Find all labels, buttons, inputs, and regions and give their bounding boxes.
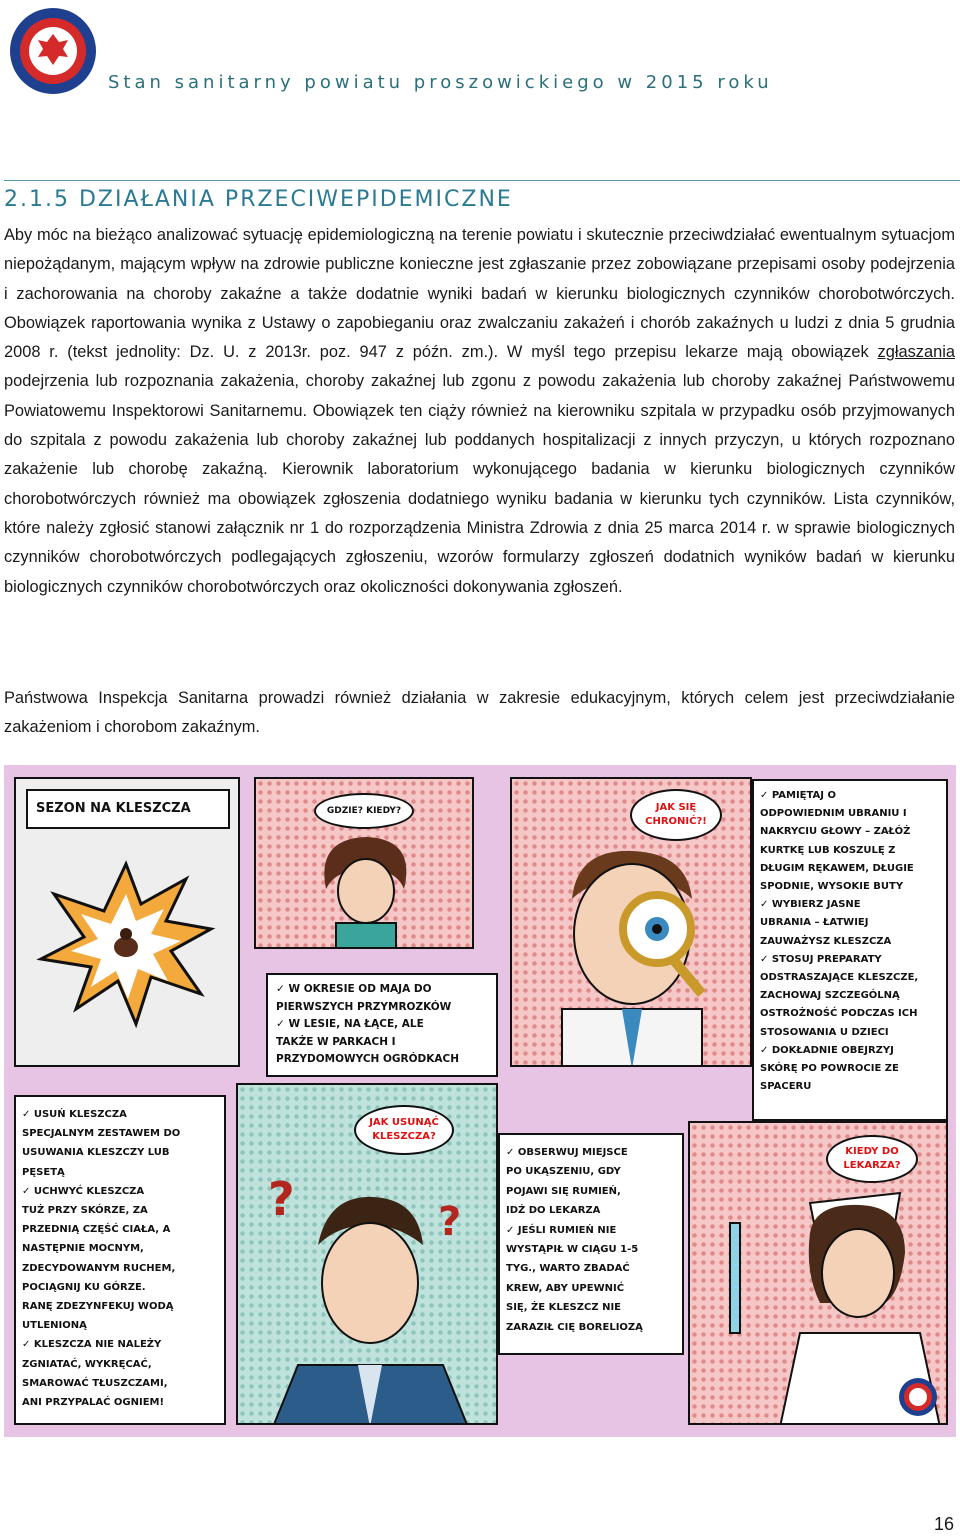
link-zgloszenia[interactable]: zgłaszania — [877, 343, 955, 362]
bubble-how-to-protect: JAK SIĘ CHRONIĆ?! — [630, 789, 722, 841]
panel-season — [14, 777, 240, 1067]
bubble-where-when: GDZIE? KIEDY? — [314, 793, 414, 829]
how-to-protect-caption: ✓ PAMIĘTAJ O ODPOWIEDNIM UBRANIU I NAKRYCIU GŁOWY – ZAŁÓŻ KURTKĘ LUB KOSZULĘ Z DŁUGIM RĘKAWEM, DŁUGIE SPODNIE, WYSOKIE BUTY ✓ WYBIERZ JASNE UBRANIA – ŁATWIEJ ZAUWAŻYSZ KLESZCZA ✓ STOSUJ PREPARATY ODSTRASZAJĄCE KLESZCZE, ZACHOWAJ SZCZEGÓLNĄ OSTROŻNOŚĆ PODCZAS ICH STOSOWANIA U DZIECI ✓ DOKŁADNIE OBEJRZYJ SKÓRĘ PO POWROCIE ZE SPACERU — [752, 779, 948, 1121]
tick-explosion-icon — [36, 859, 216, 1029]
bubble-when-to-doctor: KIEDY DO LEKARZA? — [826, 1135, 918, 1183]
panel-woman-watch — [254, 777, 474, 949]
paragraph-text: podejrzenia lub rozpoznania zakażenia, choroby zakaźnej lub zgonu z powodu zakażenia lub choroby zakaźnej Państwowemu Powiatowemu Inspektorowi Sanitarnemu. Obowiązek ten ciąży również na kierowniku szpitala w przypadku osób przyjmowanych do szpitala z powodu zakażenia lub choroby zakaźnej lub poddanych hospitalizacji z innych przyczyn, u których rozpoznano zakażenie lub chorobę zakaźną. Kierownik laboratorium wykonującego badania w kierunku biologicznych czynników chorobotwórczych również ma obowiązek zgłoszenia dodatniego wyniku badania w kierunku tych czynników. Lista czynników, które należy zgłosić stanowi załącznik nr 1 do rozporządzenia Ministra Zdrowia z dnia 25 marca 2014 r. w sprawie biologicznych czynników chorobotwórczych podlegających zgłoszeniu, wzorów formularzy zgłoszeń dodatnich wyników badań w kierunku biologicznych czynników chorobotwórczych oraz okoliczności dokonywania zgłoszeń. — [4, 372, 955, 596]
observe-bite-caption: ✓ OBSERWUJ MIEJSCE PO UKĄSZENIU, GDY POJAWI SIĘ RUMIEŃ, IDŹ DO LEKARZA ✓ JEŚLI RUMIEŃ NIE WYSTĄPIŁ W CIĄGU 1-5 TYG., WARTO ZBADAĆ KREW, ABY UPEWNIĆ SIĘ, ŻE KLESZCZ NIE ZARAZIŁ CIĘ BORELIOZĄ — [498, 1133, 684, 1355]
bubble-how-to-remove: JAK USUNĄĆ KLESZCZA? — [354, 1105, 454, 1155]
paragraph-reporting-obligation — [4, 221, 955, 602]
svg-text:?: ? — [268, 1172, 295, 1226]
svg-text:?: ? — [438, 1199, 462, 1245]
running-header: Stan sanitarny powiatu proszowickiego w 2015 roku — [108, 72, 773, 93]
tick-season-poster — [4, 765, 956, 1437]
sanepid-seal-icon — [898, 1377, 938, 1417]
paragraph-education: Państwowa Inspekcja Sanitarna prowadzi również działania w zakresie edukacyjnym, których celem jest przeciwdziałanie zakażeniom i chorobom zakaźnym. — [4, 689, 955, 737]
page-number: 16 — [933, 1514, 954, 1534]
season-caption: SEZON NA KLESZCZA — [26, 789, 230, 829]
woman-illustration-icon — [296, 829, 436, 949]
where-when-caption: ✓ W OKRESIE OD MAJA DO PIERWSZYCH PRZYMROZKÓW ✓ W LESIE, NA ŁĄCE, ALE TAKŻE W PARKACH I PRZYDOMOWYCH OGRÓDKACH — [266, 973, 498, 1077]
how-to-remove-caption: ✓ USUŃ KLESZCZA SPECJALNYM ZESTAWEM DO USUWANIA KLESZCZY LUB PĘSETĄ ✓ UCHWYĆ KLESZCZA TUŻ PRZY SKÓRZE, ZA PRZEDNIĄ CZĘŚĆ CIAŁA, A NASTĘPNIE MOCNYM, ZDECYDOWANYM RUCHEM, POCIĄGNIJ KU GÓRZE. RANĘ ZDEZYNFEKUJ WODĄ UTLENIONĄ ✓ KLESZCZA NIE NALEŻY ZGNIATAĆ, WYKRĘCAĆ, SMAROWAĆ TŁUSZCZAMI, ANI PRZYPALAĆ OGNIEM! — [14, 1095, 226, 1425]
sanepid-logo — [8, 6, 98, 96]
section-title: 2.1.5 DZIAŁANIA PRZECIWEPIDEMICZNE — [4, 180, 960, 214]
panel-man-magnifier — [510, 777, 752, 1067]
man-magnifier-illustration-icon — [532, 839, 742, 1067]
panel-nurse — [688, 1121, 948, 1425]
paragraph-text: Aby móc na bieżąco analizować sytuację epidemiologiczną na terenie powiatu i skutecznie przeciwdziałać ewentualnym sytuacjom niepożądanym, mającym wpływ na zdrowie publiczne konieczne jest zgłaszanie przez zobowiązane przepisami osoby podejrzenia i zachorowania na choroby zakaźne a także dodatnie wyniki badań w kierunku biologicznych czynników chorobotwórczych. Obowiązek raportowania wynika z Ustawy o zapobieganiu oraz zwalczaniu zakażeń i chorób zakaźnych u ludzi z dnia 5 grudnia 2008 r. (tekst jednolity: Dz. U. z 2013r. poz. 947 z późn. zm.). W myśl tego przepisu lekarze mają obowiązek — [4, 226, 955, 362]
man-thinking-illustration-icon — [258, 1165, 478, 1425]
panel-man-thinking — [236, 1083, 498, 1425]
